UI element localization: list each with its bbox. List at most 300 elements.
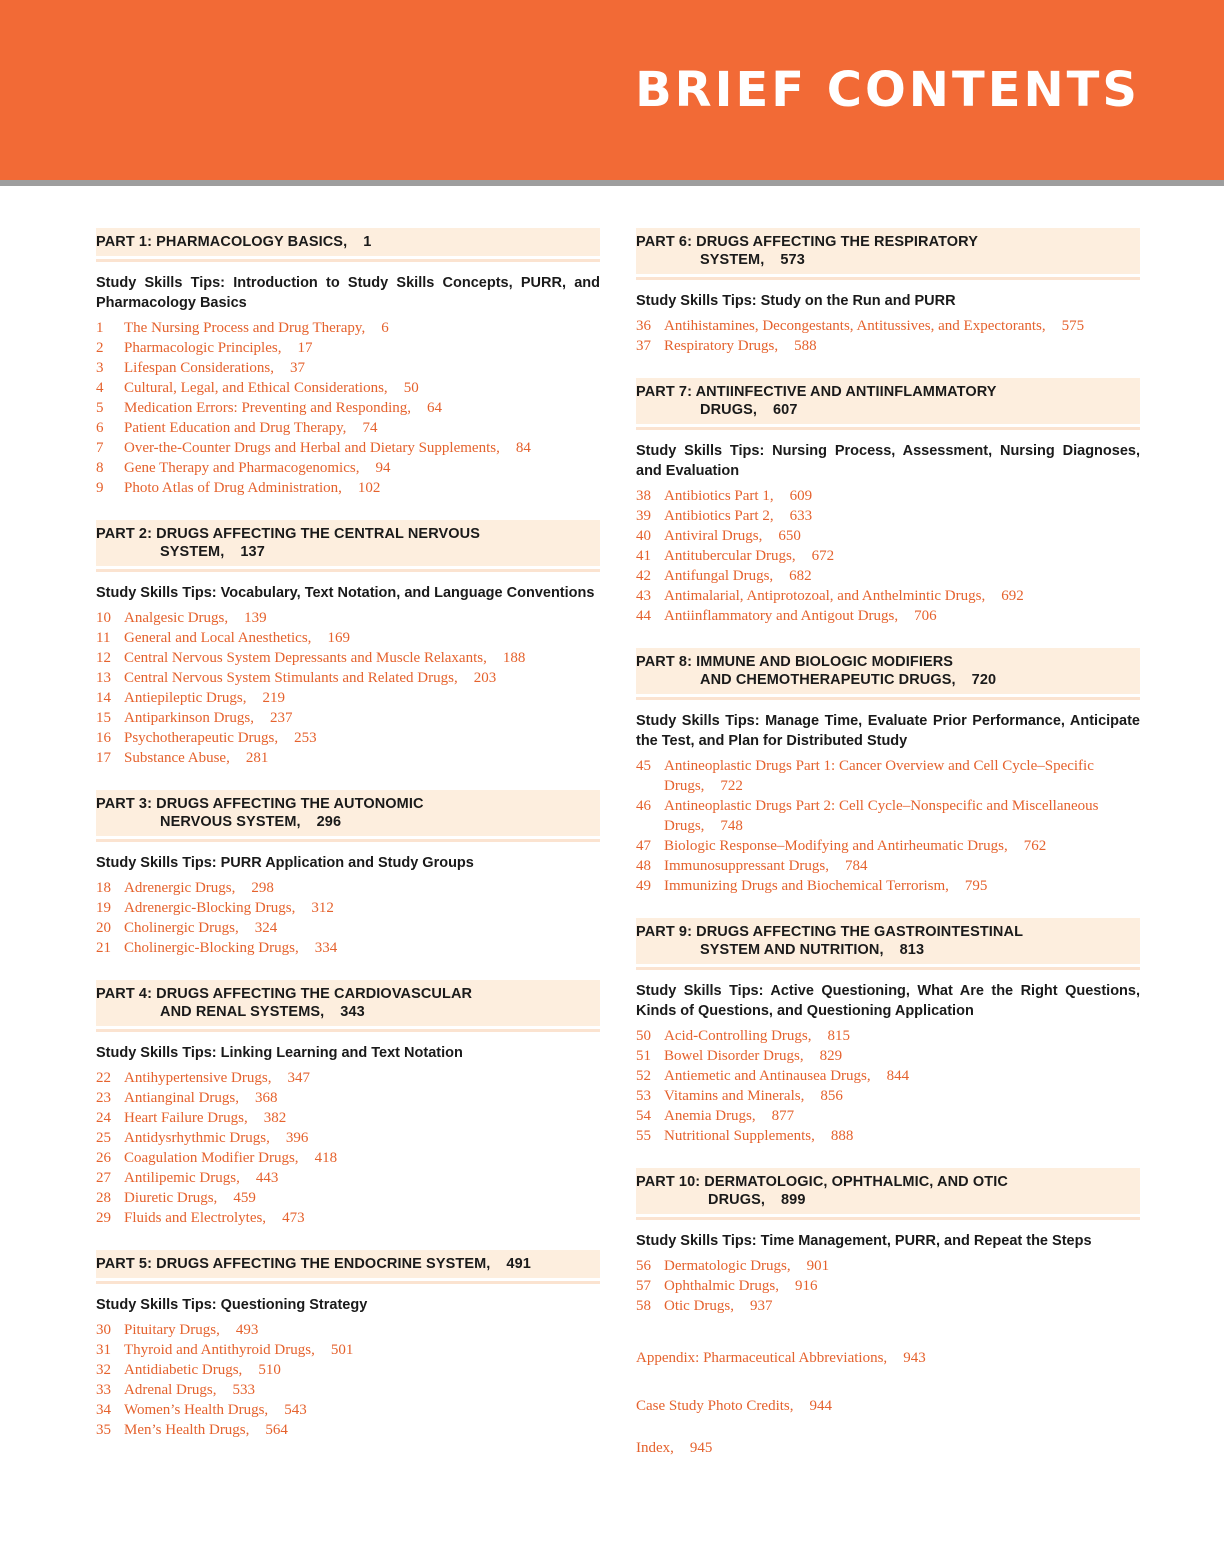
chapter-number: 9 (96, 480, 104, 496)
chapter-list (96, 318, 600, 498)
chapter-title: Cholinergic Drugs, (124, 920, 239, 936)
chapter-entry[interactable] (96, 608, 600, 628)
chapter-title: Antineoplastic Drugs Part 2: Cell Cycle–Nonspecific and Miscellaneous Drugs, (664, 798, 1099, 834)
part-section (96, 980, 600, 1228)
part-heading[interactable] (636, 918, 1140, 967)
chapter-title: Substance Abuse, (124, 750, 230, 766)
chapter-entry[interactable] (96, 748, 600, 768)
chapter-body (664, 1086, 1140, 1106)
chapter-body (664, 1106, 1140, 1126)
chapter-entry[interactable] (96, 918, 600, 938)
chapter-title: Antitubercular Drugs, (664, 548, 796, 564)
chapter-number: 48 (636, 858, 651, 874)
chapter-title: Over-the-Counter Drugs and Herbal and Dietary Supplements, (124, 440, 500, 456)
chapter-number: 10 (96, 610, 111, 626)
chapter-page: 692 (1001, 588, 1024, 604)
chapter-entry[interactable] (96, 1360, 600, 1380)
chapter-body (124, 458, 600, 478)
part-heading[interactable] (636, 228, 1140, 277)
chapter-number: 17 (96, 750, 111, 766)
part-heading-line1: PART 3: DRUGS AFFECTING THE AUTONOMIC (96, 796, 424, 812)
chapter-entry[interactable] (636, 836, 1140, 856)
chapter-page: 396 (285, 1130, 309, 1146)
chapter-entry[interactable] (96, 438, 600, 458)
chapter-title: Adrenergic-Blocking Drugs, (124, 900, 296, 916)
chapter-entry[interactable] (636, 856, 1140, 876)
chapter-page: 312 (311, 900, 334, 916)
part-page-number: 343 (340, 1004, 365, 1020)
chapter-title: Coagulation Modifier Drugs, (124, 1150, 299, 1166)
chapter-title: Antineoplastic Drugs Part 1: Cancer Overview and Cell Cycle–Specific Drugs, (664, 758, 1094, 794)
chapter-entry[interactable] (636, 1276, 1140, 1296)
back-matter-page: 943 (903, 1350, 926, 1366)
chapter-page: 588 (794, 338, 817, 354)
chapter-body (124, 318, 600, 338)
chapter-page: 169 (327, 630, 350, 646)
chapter-number: 46 (636, 798, 651, 814)
part-heading-line2 (96, 813, 600, 831)
chapter-number: 26 (96, 1150, 111, 1166)
chapter-body (664, 1296, 1140, 1316)
chapter-entry[interactable] (96, 378, 600, 398)
chapter-page: 473 (282, 1210, 305, 1226)
chapter-list (96, 608, 600, 768)
chapter-page: 493 (235, 1322, 259, 1338)
chapter-body (124, 668, 600, 688)
chapter-body (664, 586, 1140, 606)
chapter-entry[interactable] (636, 1296, 1140, 1316)
part-heading[interactable] (636, 1168, 1140, 1217)
chapter-body (664, 1026, 1140, 1046)
chapter-number: 19 (96, 900, 111, 916)
chapter-number: 40 (636, 528, 651, 544)
chapter-entry[interactable] (636, 526, 1140, 546)
chapter-page: 347 (287, 1070, 310, 1086)
chapter-body (124, 628, 600, 648)
part-heading-line1: PART 4: DRUGS AFFECTING THE CARDIOVASCULAR (96, 986, 473, 1002)
chapter-title: Psychotherapeutic Drugs, (124, 730, 279, 746)
chapter-body (124, 1360, 600, 1380)
part-heading[interactable] (636, 648, 1140, 697)
chapter-page: 682 (789, 568, 812, 584)
chapter-entry[interactable] (96, 648, 600, 668)
chapter-title: Heart Failure Drugs, (124, 1110, 248, 1126)
part-page-number: 607 (773, 402, 798, 418)
chapter-body (664, 566, 1140, 586)
chapter-number: 47 (636, 838, 651, 854)
chapter-entry[interactable] (96, 1068, 600, 1088)
chapter-page: 253 (294, 730, 317, 746)
chapter-list (636, 316, 1140, 356)
chapter-body (664, 756, 1140, 796)
chapter-title: General and Local Anesthetics, (124, 630, 312, 646)
chapter-title: Men’s Health Drugs, (124, 1422, 250, 1438)
chapter-entry[interactable] (636, 796, 1140, 836)
chapter-number: 45 (636, 758, 651, 774)
chapter-title: Antihypertensive Drugs, (124, 1070, 272, 1086)
chapter-body (124, 1400, 600, 1420)
chapter-entry[interactable] (96, 1088, 600, 1108)
chapter-number: 41 (636, 548, 651, 564)
chapter-number: 33 (96, 1382, 111, 1398)
chapter-entry[interactable] (636, 1066, 1140, 1086)
chapter-number: 32 (96, 1362, 111, 1378)
chapter-page: 650 (778, 528, 801, 544)
part-page-number: 1 (363, 234, 372, 250)
chapter-body (124, 1420, 600, 1440)
chapter-entry[interactable] (96, 358, 600, 378)
chapter-entry[interactable] (96, 668, 600, 688)
chapter-entry[interactable] (636, 1086, 1140, 1106)
chapter-body (124, 748, 600, 768)
chapter-number: 7 (96, 440, 104, 456)
chapter-title: Gene Therapy and Pharmacogenomics, (124, 460, 360, 476)
chapter-list (636, 486, 1140, 626)
chapter-number: 20 (96, 920, 111, 936)
chapter-body (124, 338, 600, 358)
chapter-page: 64 (427, 400, 443, 416)
chapter-title: Photo Atlas of Drug Administration, (124, 480, 342, 496)
part-page-number: 720 (971, 672, 997, 688)
chapter-number: 38 (636, 488, 651, 504)
chapter-body (664, 796, 1140, 836)
chapter-title: Bowel Disorder Drugs, (664, 1048, 804, 1064)
part-heading-line2-text: SYSTEM, (700, 252, 765, 268)
chapter-entry[interactable] (636, 1046, 1140, 1066)
chapter-body (124, 1108, 600, 1128)
part-heading-line1: PART 8: IMMUNE AND BIOLOGIC MODIFIERS (636, 654, 954, 670)
chapter-number: 55 (636, 1128, 651, 1144)
chapter-title: Ophthalmic Drugs, (664, 1278, 779, 1294)
chapter-page: 237 (270, 710, 293, 726)
chapter-page: 888 (830, 1128, 854, 1144)
chapter-entry[interactable] (96, 1128, 600, 1148)
chapter-page: 672 (811, 548, 835, 564)
chapter-page: 443 (255, 1170, 279, 1186)
chapter-body (664, 876, 1140, 896)
chapter-number: 51 (636, 1048, 651, 1064)
back-matter-page: 945 (689, 1440, 713, 1456)
chapter-title: Antianginal Drugs, (124, 1090, 239, 1106)
chapter-entry[interactable] (96, 1380, 600, 1400)
part-heading-line2 (636, 251, 1140, 269)
chapter-entry[interactable] (96, 708, 600, 728)
part-heading-line1: PART 10: DERMATOLOGIC, OPHTHALMIC, AND OTIC (636, 1174, 1008, 1190)
back-matter-photo-credits[interactable] (636, 1398, 832, 1415)
back-matter-title: Appendix: Pharmaceutical Abbreviations, (636, 1350, 888, 1366)
back-matter-title: Index, (636, 1440, 674, 1456)
chapter-entry[interactable] (636, 566, 1140, 586)
part-heading-line2 (636, 941, 1140, 959)
chapter-number: 6 (96, 420, 104, 436)
chapter-page: 203 (473, 670, 497, 686)
chapter-body (124, 1320, 600, 1340)
part-heading[interactable] (636, 378, 1140, 427)
part-section (96, 520, 600, 768)
part-page-number: 296 (316, 814, 342, 830)
chapter-body (124, 898, 600, 918)
chapter-body (664, 336, 1140, 356)
chapter-body (124, 878, 600, 898)
study-skills-tips: Study Skills Tips: Active Questioning, What Are the Right Questions, Kinds of Questions, and Questioning Application (636, 983, 1140, 1019)
part-heading[interactable] (96, 520, 600, 569)
chapter-title: Vitamins and Minerals, (664, 1088, 805, 1104)
chapter-entry[interactable] (636, 486, 1140, 506)
chapter-entry[interactable] (96, 338, 600, 358)
part-section (636, 648, 1140, 896)
part-heading[interactable] (96, 980, 600, 1029)
part-heading[interactable] (96, 790, 600, 839)
chapter-title: Fluids and Electrolytes, (124, 1210, 267, 1226)
chapter-entry[interactable] (636, 1106, 1140, 1126)
chapter-entry[interactable] (96, 1400, 600, 1420)
chapter-page: 50 (403, 380, 419, 396)
chapter-title: Lifespan Considerations, (124, 360, 274, 376)
part-section (636, 918, 1140, 1146)
chapter-title: Antidiabetic Drugs, (124, 1362, 243, 1378)
chapter-entry[interactable] (96, 628, 600, 648)
chapter-body (664, 506, 1140, 526)
chapter-entry[interactable] (636, 876, 1140, 896)
chapter-title: Antilipemic Drugs, (124, 1170, 240, 1186)
chapter-entry[interactable] (96, 418, 600, 438)
chapter-number: 36 (636, 318, 651, 334)
part-section (96, 1250, 600, 1440)
study-skills-tips: Study Skills Tips: Introduction to Study Skills Concepts, PURR, and Pharmacology Basics (96, 275, 600, 311)
chapter-page: 916 (794, 1278, 818, 1294)
study-skills-tips: Study Skills Tips: Manage Time, Evaluate Prior Performance, Anticipate the Test, and Plan for Distributed Study (636, 713, 1140, 749)
chapter-number: 30 (96, 1322, 111, 1338)
chapter-title: Antiviral Drugs, (664, 528, 763, 544)
part-heading-line2 (96, 543, 600, 561)
chapter-body (664, 606, 1140, 626)
part-heading-line2-text: SYSTEM AND NUTRITION, (700, 942, 884, 958)
chapter-number: 12 (96, 650, 111, 666)
chapter-number: 43 (636, 588, 651, 604)
chapter-entry[interactable] (96, 878, 600, 898)
part-page-number: 899 (781, 1192, 806, 1208)
chapter-page: 510 (258, 1362, 281, 1378)
part-heading[interactable] (96, 1250, 600, 1281)
chapter-page: 633 (789, 508, 813, 524)
chapter-number: 25 (96, 1130, 111, 1146)
chapter-entry[interactable] (636, 1026, 1140, 1046)
back-matter-page: 944 (809, 1398, 833, 1414)
chapter-title: Biologic Response–Modifying and Antirheumatic Drugs, (664, 838, 1008, 854)
chapter-entry[interactable] (96, 688, 600, 708)
chapter-title: Central Nervous System Stimulants and Related Drugs, (124, 670, 458, 686)
chapter-page: 877 (771, 1108, 795, 1124)
part-heading-line1: PART 5: DRUGS AFFECTING THE ENDOCRINE SYSTEM, (96, 1256, 491, 1272)
chapter-number: 5 (96, 400, 104, 416)
chapter-number: 1 (96, 320, 104, 336)
chapter-title: Antifungal Drugs, (664, 568, 774, 584)
chapter-body (664, 486, 1140, 506)
chapter-number: 44 (636, 608, 651, 624)
chapter-list (636, 1256, 1140, 1316)
part-heading-line1: PART 1: PHARMACOLOGY BASICS, (96, 234, 348, 250)
chapter-entry[interactable] (96, 1108, 600, 1128)
page-title: BRIEF CONTENTS (635, 62, 1140, 118)
chapter-page: 281 (245, 750, 269, 766)
chapter-entry[interactable] (96, 938, 600, 958)
chapter-body (124, 608, 600, 628)
chapter-body (124, 378, 600, 398)
chapter-body (664, 526, 1140, 546)
chapter-page: 324 (254, 920, 278, 936)
chapter-entry[interactable] (96, 458, 600, 478)
chapter-page: 844 (886, 1068, 910, 1084)
chapter-page: 37 (289, 360, 305, 376)
part-heading-line1: PART 9: DRUGS AFFECTING THE GASTROINTESTINAL (636, 924, 1024, 940)
chapter-title: Antidysrhythmic Drugs, (124, 1130, 270, 1146)
chapter-entry[interactable] (96, 398, 600, 418)
chapter-number: 54 (636, 1108, 651, 1124)
right-column (636, 228, 1140, 1338)
part-heading-line2-text: AND CHEMOTHERAPEUTIC DRUGS, (700, 672, 956, 688)
chapter-body (124, 1208, 600, 1228)
chapter-entry[interactable] (96, 1168, 600, 1188)
chapter-page: 937 (750, 1298, 773, 1314)
chapter-list (96, 878, 600, 958)
chapter-page: 829 (819, 1048, 843, 1064)
chapter-body (664, 316, 1140, 336)
chapter-title: Analgesic Drugs, (124, 610, 229, 626)
chapter-number: 24 (96, 1110, 111, 1126)
chapter-number: 37 (636, 338, 651, 354)
chapter-body (124, 1340, 600, 1360)
chapter-entry[interactable] (636, 756, 1140, 796)
chapter-title: Pituitary Drugs, (124, 1322, 220, 1338)
part-section (96, 228, 600, 498)
part-heading[interactable] (96, 228, 600, 259)
chapter-entry[interactable] (96, 478, 600, 498)
chapter-page: 856 (820, 1088, 843, 1104)
part-heading-line2 (96, 1003, 600, 1021)
chapter-entry[interactable] (636, 506, 1140, 526)
chapter-body (124, 418, 600, 438)
chapter-page: 564 (265, 1422, 288, 1438)
chapter-title: Antimalarial, Antiprotozoal, and Anthelmintic Drugs, (664, 588, 986, 604)
chapter-entry[interactable] (636, 546, 1140, 566)
chapter-entry[interactable] (636, 336, 1140, 356)
chapter-body (124, 478, 600, 498)
chapter-title: Acid-Controlling Drugs, (664, 1028, 812, 1044)
part-heading-line2-text: DRUGS, (700, 402, 757, 418)
chapter-entry[interactable] (636, 1256, 1140, 1276)
chapter-page: 815 (827, 1028, 850, 1044)
chapter-number: 53 (636, 1088, 651, 1104)
chapter-entry[interactable] (96, 318, 600, 338)
chapter-title: Antihistamines, Decongestants, Antitussives, and Expectorants, (664, 318, 1046, 334)
part-heading-line2 (636, 1191, 1140, 1209)
chapter-page: 17 (297, 340, 313, 356)
chapter-list (636, 1026, 1140, 1146)
chapter-number: 13 (96, 670, 111, 686)
chapter-body (664, 1276, 1140, 1296)
chapter-entry[interactable] (96, 1148, 600, 1168)
part-page-number: 491 (506, 1256, 531, 1272)
chapter-page: 418 (314, 1150, 338, 1166)
chapter-entry[interactable] (96, 1208, 600, 1228)
chapter-title: Medication Errors: Preventing and Responding, (124, 400, 412, 416)
chapter-entry[interactable] (96, 1320, 600, 1340)
chapter-title: Otic Drugs, (664, 1298, 734, 1314)
chapter-number: 28 (96, 1190, 111, 1206)
chapter-entry[interactable] (636, 606, 1140, 626)
study-skills-tips: Study Skills Tips: Vocabulary, Text Notation, and Language Conventions (96, 585, 595, 601)
chapter-title: Immunizing Drugs and Biochemical Terrorism, (664, 878, 949, 894)
chapter-title: Cultural, Legal, and Ethical Considerations, (124, 380, 388, 396)
chapter-number: 23 (96, 1090, 111, 1106)
chapter-number: 22 (96, 1070, 111, 1086)
chapter-page: 102 (357, 480, 381, 496)
chapter-number: 39 (636, 508, 651, 524)
chapter-body (664, 856, 1140, 876)
part-heading-line1: PART 7: ANTIINFECTIVE AND ANTIINFLAMMATORY (636, 384, 997, 400)
part-heading-line2 (636, 671, 1140, 689)
chapter-page: 84 (515, 440, 531, 456)
chapter-number: 21 (96, 940, 111, 956)
chapter-number: 50 (636, 1028, 651, 1044)
part-page-number: 137 (240, 544, 265, 560)
chapter-page: 901 (806, 1258, 830, 1274)
chapter-entry[interactable] (96, 728, 600, 748)
back-matter-index[interactable] (636, 1440, 712, 1457)
chapter-page: 6 (381, 320, 389, 336)
chapter-number: 2 (96, 340, 104, 356)
chapter-entry[interactable] (96, 1340, 600, 1360)
chapter-body (124, 1068, 600, 1088)
back-matter-appendix[interactable] (636, 1350, 926, 1367)
chapter-entry[interactable] (636, 316, 1140, 336)
chapter-page: 501 (330, 1342, 354, 1358)
part-section (636, 228, 1140, 356)
chapter-page: 762 (1023, 838, 1047, 854)
chapter-page: 748 (720, 818, 743, 834)
chapter-body (664, 546, 1140, 566)
chapter-body (664, 1066, 1140, 1086)
chapter-page: 368 (254, 1090, 278, 1106)
left-column (96, 228, 600, 1462)
chapter-body (664, 836, 1140, 856)
chapter-number: 58 (636, 1298, 651, 1314)
chapter-entry[interactable] (96, 898, 600, 918)
chapter-body (664, 1046, 1140, 1066)
chapter-page: 784 (845, 858, 868, 874)
chapter-entry[interactable] (96, 1420, 600, 1440)
chapter-entry[interactable] (636, 1126, 1140, 1146)
study-skills-tips: Study Skills Tips: PURR Application and Study Groups (96, 855, 474, 871)
chapter-title: Central Nervous System Depressants and Muscle Relaxants, (124, 650, 487, 666)
chapter-number: 27 (96, 1170, 111, 1186)
chapter-number: 8 (96, 460, 104, 476)
chapter-number: 11 (96, 630, 111, 646)
chapter-title: Diuretic Drugs, (124, 1190, 218, 1206)
chapter-page: 188 (502, 650, 526, 666)
study-skills-tips: Study Skills Tips: Study on the Run and PURR (636, 293, 956, 309)
chapter-entry[interactable] (636, 586, 1140, 606)
chapter-number: 56 (636, 1258, 651, 1274)
chapter-number: 15 (96, 710, 111, 726)
chapter-body (124, 1088, 600, 1108)
chapter-number: 52 (636, 1068, 651, 1084)
chapter-title: The Nursing Process and Drug Therapy, (124, 320, 366, 336)
chapter-body (124, 938, 600, 958)
chapter-page: 609 (789, 488, 813, 504)
chapter-title: Cholinergic-Blocking Drugs, (124, 940, 299, 956)
chapter-entry[interactable] (96, 1188, 600, 1208)
